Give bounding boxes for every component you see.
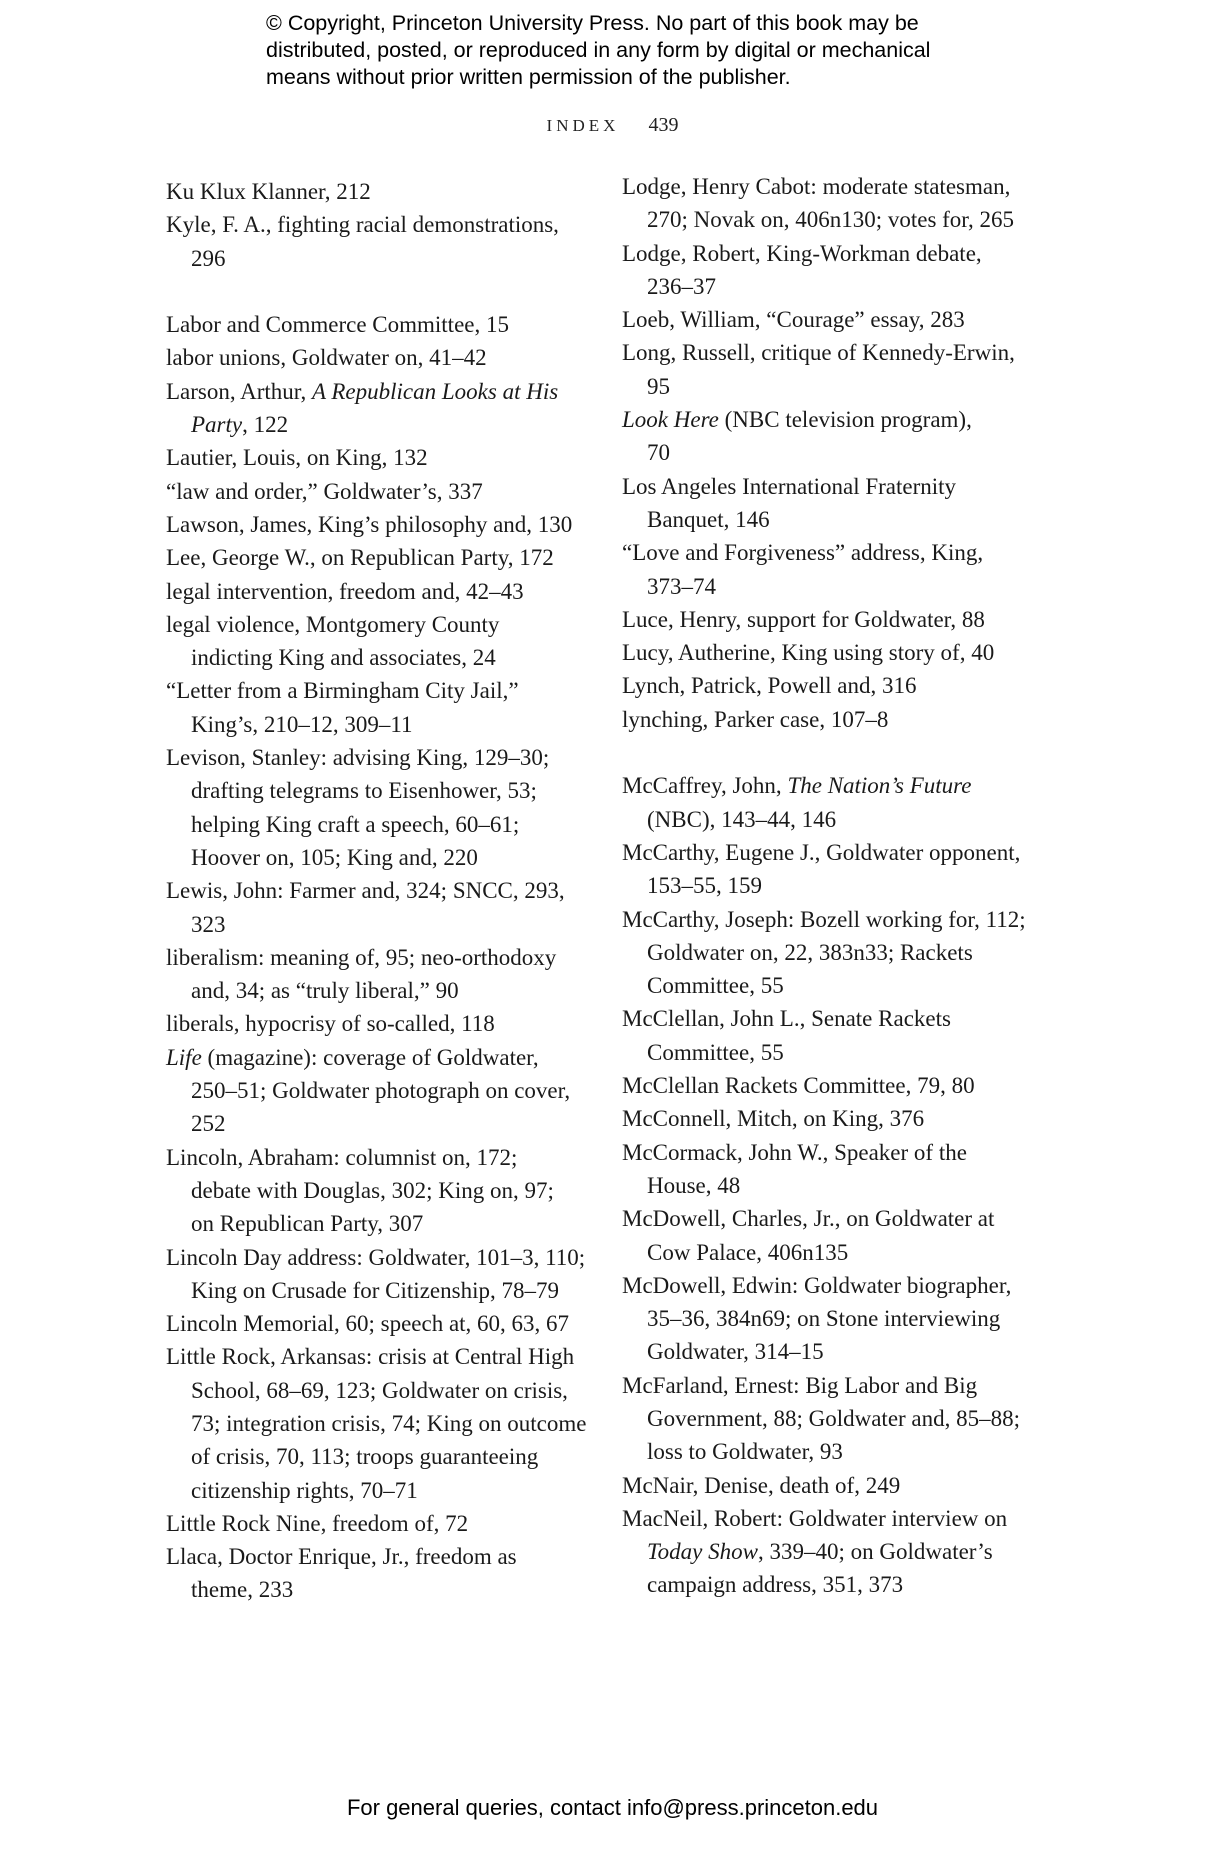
index-entry-line: of crisis, 70, 113; troops guaranteeing (191, 1444, 539, 1470)
index-entry-line: Hoover on, 105; King and, 220 (191, 844, 478, 870)
index-entry-line: McConnell, Mitch, on King, 376 (622, 1106, 925, 1132)
index-entry-line: 73; integration crisis, 74; King on outcome (191, 1410, 587, 1436)
index-entry (166, 1307, 596, 1340)
index-entry (622, 237, 1062, 304)
index-entry-line: Lodge, Robert, King-Workman debate, (622, 240, 982, 266)
footer-contact: For general queries, contact info@press.princeton.edu (346, 1795, 879, 1820)
index-entry (166, 1141, 596, 1241)
index-entry (166, 575, 596, 608)
index-entry-line: Party, 122 (191, 412, 289, 438)
index-entry-line: lynching, Parker case, 107–8 (622, 706, 889, 732)
index-entry-line: Llaca, Doctor Enrique, Jr., freedom as (166, 1544, 517, 1570)
index-entry-line: Government, 88; Goldwater and, 85–88; (647, 1405, 1021, 1431)
index-entry-line: Long, Russell, critique of Kennedy-Erwin, (622, 340, 1015, 366)
index-entry-line: liberals, hypocrisy of so-called, 118 (166, 1011, 495, 1037)
index-entry (622, 1369, 1062, 1469)
index-entry (166, 375, 596, 442)
index-entry-line: Lynch, Patrick, Powell and, 316 (622, 673, 917, 699)
index-entry-line: legal violence, Montgomery County (166, 611, 500, 637)
index-entry (622, 336, 1062, 403)
index-entry-line: Today Show, 339–40; on Goldwater’s (647, 1539, 993, 1565)
index-entry-line: helping King craft a speech, 60–61; (191, 811, 520, 837)
index-entry-line: Los Angeles International Fraternity (622, 473, 957, 499)
index-entry-line: King on Crusade for Citizenship, 78–79 (191, 1277, 559, 1303)
index-entry (166, 1041, 596, 1141)
index-entry-line: labor unions, Goldwater on, 41–42 (166, 345, 487, 371)
index-entry-line: Life (magazine): coverage of Goldwater, (166, 1044, 539, 1070)
index-entry-line: Ku Klux Klanner, 212 (166, 179, 371, 204)
index-entry-line: Goldwater, 314–15 (647, 1339, 824, 1365)
index-entry-line: 323 (191, 911, 226, 937)
index-entry-line: School, 68–69, 123; Goldwater on crisis, (191, 1377, 568, 1403)
index-entry-line: “Love and Forgiveness” address, King, (622, 540, 984, 566)
index-entry-line: Larson, Arthur, A Republican Looks at His (166, 378, 559, 404)
index-entry-line: Committee, 55 (647, 973, 784, 999)
copyright-line-1: © Copyright, Princeton University Press. No part of this book may be (266, 11, 919, 35)
index-entry (166, 475, 596, 508)
index-entry-line: on Republican Party, 307 (191, 1211, 424, 1237)
running-head-label: INDEX (546, 116, 620, 135)
index-entry-line: Lincoln Memorial, 60; speech at, 60, 63, 67 (166, 1311, 570, 1337)
index-entry (622, 170, 1062, 237)
index-entry-line: McNair, Denise, death of, 249 (622, 1472, 901, 1498)
index-entry-line: 236–37 (647, 273, 716, 299)
index-entry-line: Cow Palace, 406n135 (647, 1239, 849, 1265)
index-entry (622, 636, 1062, 669)
index-entry (166, 1507, 596, 1540)
index-entry-line: McClellan, John L., Senate Rackets (622, 1006, 951, 1032)
index-entry (622, 1202, 1062, 1269)
index-entry (166, 175, 596, 208)
index-entry (622, 703, 1062, 736)
index-entry-line: McClellan Rackets Committee, 79, 80 (622, 1073, 975, 1099)
letter-group-gap (166, 275, 596, 308)
index-entry-line: McDowell, Charles, Jr., on Goldwater at (622, 1206, 995, 1232)
index-entry-line: Banquet, 146 (647, 506, 770, 532)
index-entry-line: Loeb, William, “Courage” essay, 283 (622, 307, 965, 333)
index-entry-line: liberalism: meaning of, 95; neo-orthodoxy (166, 944, 557, 970)
index-entry (622, 403, 1062, 470)
index-entry (166, 541, 596, 574)
index-entry (166, 208, 596, 275)
running-head (0, 114, 1225, 137)
index-entry (622, 669, 1062, 702)
index-entry (622, 603, 1062, 636)
index-entry-line: 35–36, 384n69; on Stone interviewing (647, 1306, 1001, 1332)
index-entry (166, 1540, 596, 1607)
index-entry (166, 1241, 596, 1308)
index-entry (166, 1340, 596, 1506)
index-entry (622, 1069, 1062, 1102)
index-entry (166, 674, 596, 741)
index-entry-line: Lewis, John: Farmer and, 324; SNCC, 293, (166, 878, 565, 904)
index-entry-line: McCaffrey, John, The Nation’s Future (622, 773, 972, 799)
index-entry-line: Goldwater on, 22, 383n33; Rackets (647, 939, 973, 965)
index-entry-line: 70 (647, 440, 670, 466)
index-entry-line: Levison, Stanley: advising King, 129–30; (166, 745, 550, 771)
index-entry (622, 836, 1062, 903)
index-entry (166, 874, 596, 941)
index-entry-line: Little Rock Nine, freedom of, 72 (166, 1510, 469, 1536)
index-entry-line: “law and order,” Goldwater’s, 337 (166, 478, 483, 504)
letter-group-gap (622, 736, 1062, 769)
copyright-line-3: means without prior written permission of the publisher. (266, 65, 791, 89)
index-entry-line: Committee, 55 (647, 1039, 784, 1065)
index-entry-line: McCarthy, Joseph: Bozell working for, 112; (622, 906, 1026, 932)
index-entry-line: campaign address, 351, 373 (647, 1572, 904, 1598)
index-entry (166, 441, 596, 474)
index-entry (622, 1102, 1062, 1135)
index-entry (166, 941, 596, 1008)
index-entry-line: 95 (647, 373, 670, 399)
index-entry-line: Luce, Henry, support for Goldwater, 88 (622, 606, 985, 632)
index-entry-line: indicting King and associates, 24 (191, 645, 496, 671)
copyright-line-2: distributed, posted, or reproduced in any form by digital or mechanical (266, 38, 931, 62)
index-entry (166, 508, 596, 541)
index-entry-line: Labor and Commerce Committee, 15 (166, 312, 509, 338)
index-entry-line: and, 34; as “truly liberal,” 90 (191, 978, 459, 1004)
index-entry (622, 1502, 1062, 1602)
index-entry-line: McDowell, Edwin: Goldwater biographer, (622, 1272, 1012, 1298)
index-entry (166, 741, 596, 874)
index-entry-line: debate with Douglas, 302; King on, 97; (191, 1177, 554, 1203)
index-entry-line: Lincoln Day address: Goldwater, 101–3, 110; (166, 1244, 586, 1270)
index-entry-line: 296 (191, 245, 226, 271)
index-entry (622, 470, 1062, 537)
index-entry-line: 153–55, 159 (647, 873, 762, 899)
index-entry-line: 373–74 (647, 573, 716, 599)
index-entry-line: legal intervention, freedom and, 42–43 (166, 578, 524, 604)
index-entry-line: Lautier, Louis, on King, 132 (166, 445, 428, 471)
index-entry (622, 1002, 1062, 1069)
page-number: 439 (648, 114, 679, 136)
index-entry-line: “Letter from a Birmingham City Jail,” (166, 678, 519, 704)
index-entry (166, 308, 596, 341)
index-column-right (622, 170, 1062, 1602)
index-entry-line: Lee, George W., on Republican Party, 172 (166, 545, 554, 571)
index-entry (622, 769, 1062, 836)
index-entry (166, 341, 596, 374)
index-entry-line: Lodge, Henry Cabot: moderate statesman, (622, 174, 1011, 199)
index-entry-line: 270; Novak on, 406n130; votes for, 265 (647, 207, 1015, 233)
index-entry-line: 250–51; Goldwater photograph on cover, (191, 1078, 571, 1104)
index-entry-line: loss to Goldwater, 93 (647, 1439, 843, 1465)
index-entry-line: drafting telegrams to Eisenhower, 53; (191, 778, 537, 804)
index-entry-line: House, 48 (647, 1172, 741, 1198)
index-entry (622, 1269, 1062, 1369)
index-entry-line: theme, 233 (191, 1577, 294, 1603)
index-entry-line: Lawson, James, King’s philosophy and, 130 (166, 511, 573, 537)
index-entry-line: Kyle, F. A., fighting racial demonstrations, (166, 212, 559, 238)
index-entry-line: King’s, 210–12, 309–11 (191, 711, 413, 737)
index-entry-line: McCormack, John W., Speaker of the (622, 1139, 967, 1165)
index-entry-line: citizenship rights, 70–71 (191, 1477, 418, 1503)
index-entry (166, 608, 596, 675)
copyright-notice (266, 10, 986, 91)
index-entry-line: Little Rock, Arkansas: crisis at Central High (166, 1344, 575, 1370)
index-entry (622, 536, 1062, 603)
index-entry-line: Look Here (NBC television program), (622, 407, 972, 433)
index-entry-line: McFarland, Ernest: Big Labor and Big (622, 1372, 978, 1398)
index-entry-line: MacNeil, Robert: Goldwater interview on (622, 1505, 1008, 1531)
index-entry-line: 252 (191, 1111, 226, 1137)
index-entry-line: Lincoln, Abraham: columnist on, 172; (166, 1144, 518, 1170)
index-entry (622, 1469, 1062, 1502)
index-entry (622, 303, 1062, 336)
index-entry (622, 903, 1062, 1003)
index-entry-line: Lucy, Autherine, King using story of, 40 (622, 640, 995, 666)
index-entry-line: McCarthy, Eugene J., Goldwater opponent, (622, 839, 1021, 865)
index-entry-line: (NBC), 143–44, 146 (647, 806, 837, 832)
index-entry (622, 1136, 1062, 1203)
index-column-left (166, 175, 596, 1607)
index-entry (166, 1007, 596, 1040)
